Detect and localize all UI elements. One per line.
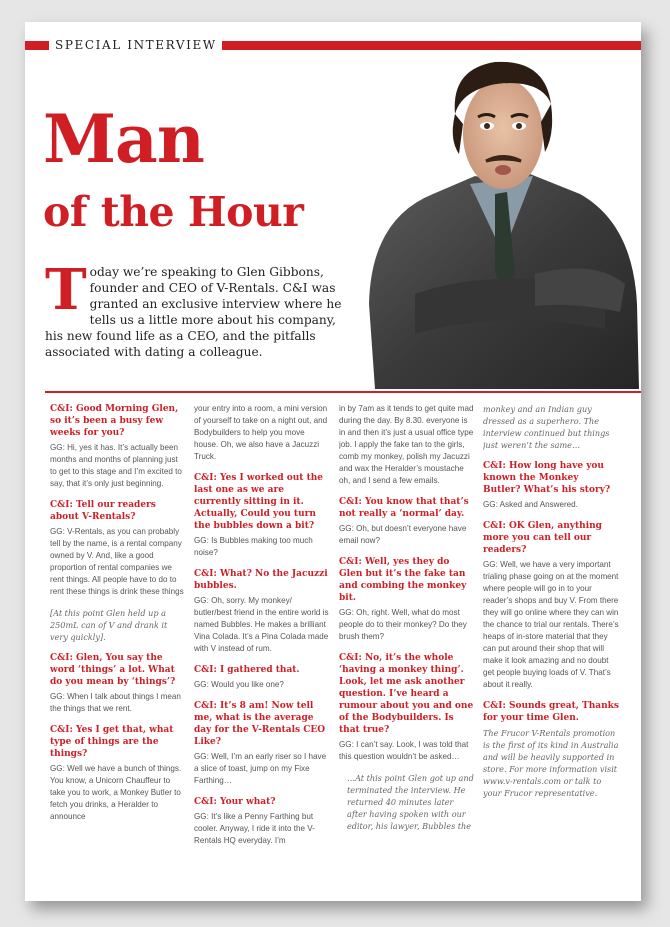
editorial-note: The Frucor V-Rentals promotion is the first of its kind in Australia and will be heavily supported in store. For more information visit www.v-rentals.com or talk to your Frucor representative. xyxy=(483,728,619,798)
interview-answer: GG: Is Bubbles making too much noise? xyxy=(194,536,313,557)
interview-question: C&I: What? No the Jacuzzi bubbles. xyxy=(194,569,328,591)
interview-answer: GG: Well we have a bunch of things. You know, a Unicorn Chauffeur to take you to work, a Monkey Butler to fetch you drinks, a Heralder to announce xyxy=(50,764,182,821)
interview-answer: GG: V-Rentals, as you can probably tell by the name, is a rental company owned by V. And, like a good proportion of rental companies we rent things. All people have to do to rent these things is drink these things xyxy=(50,527,184,596)
interview-question: C&I: I gathered that. xyxy=(194,665,300,675)
interview-answer: GG: Hi, yes it has. It’s actually been months and months of planning just to get to this stage and I’m excited to say, that it’s only just beginning. xyxy=(50,443,182,488)
article-column-4 xyxy=(483,403,619,901)
interview-question: C&I: Yes I worked out the last one as we are currently sitting in it. Actually, Could you turn the bubbles down a bit? xyxy=(194,473,324,531)
editorial-note: [At this point Glen held up a 250mL can of V and drank it very quickly]. xyxy=(50,608,168,642)
interview-question: C&I: OK Glen, anything more you can tell our readers? xyxy=(483,521,602,555)
editorial-note: …At this point Glen got up and terminated the interview. He returned 40 minutes later after having spoken with our editor, his lawyer, Bubbles the xyxy=(347,773,474,831)
magazine-page xyxy=(25,22,641,901)
interview-answer: GG: Well, we have a very important trialing phase going on at the moment where people will go in to your reader’s shops and buy V. From there they will go online where they can win the chance to trial our rentals. There’s heaps of in-store material that they can put around their shop that will make it look amazing and no doubt get people buying loads of V. That’s about it really. xyxy=(483,560,619,689)
interview-answer: your entry into a room, a mini version of yourself to take on a night out, and Bodybuilders to help you move house. Oh, we also have a Jacuzzi Truck. xyxy=(194,404,328,461)
article-column-2 xyxy=(194,403,330,901)
article-column-1 xyxy=(50,403,186,901)
interview-question: C&I: You know that that’s not really a ‘normal’ day. xyxy=(339,497,469,519)
article-column-3 xyxy=(339,403,475,901)
interview-answer: GG: Oh, right. Well, what do most people do to their monkey? Do they brush them? xyxy=(339,608,467,641)
interview-question: C&I: No, it’s the whole ‘having a monkey thing’. Look, let me ask another question. I’ve heard a rumour about you and one of the Bodybuilders. Is that true? xyxy=(339,653,474,735)
interview-answer: in by 7am as it tends to get quite mad during the day. By 8.30. everyone is in and then it’s just a usual office type job. I apply the fake tan to the girls, comb my monkey, polish my Jacuzzi and wax the Heralder’s moustache oh, and I send a few emails. xyxy=(339,404,474,485)
header-bar-left xyxy=(25,41,49,50)
interviewee-photo xyxy=(355,44,641,389)
interview-answer: GG: When I talk about things I mean the things that we rent. xyxy=(50,692,181,713)
headline-line-2: of the Hour xyxy=(43,188,304,236)
interview-question: C&I: Your what? xyxy=(194,797,276,807)
interview-question: C&I: Good Morning Glen, so it’s been a busy few weeks for you? xyxy=(50,404,179,438)
interview-answer: GG: Oh, sorry. My monkey/ butler/best friend in the entire world is named Bubbles. He makes a brilliant Vina Colada. It’s a Pina Colada made with V instead of rum. xyxy=(194,596,329,653)
intro-paragraph xyxy=(45,257,355,360)
interview-question: C&I: Tell our readers about V-Rentals? xyxy=(50,500,156,522)
interview-question: C&I: It’s 8 am! Now tell me, what is the average day for the V-Rentals CEO Like? xyxy=(194,701,326,747)
interview-answer: GG: Asked and Answered. xyxy=(483,500,578,509)
interview-question: C&I: Well, yes they do Glen but it’s the fake tan and combing the monkey bit. xyxy=(339,557,467,603)
section-kicker: SPECIAL INTERVIEW xyxy=(55,38,217,52)
interview-answer: GG: Well, I’m an early riser so I have a slice of toast, jump on my Fixe Farthing… xyxy=(194,752,327,785)
interview-question: C&I: Yes I get that, what type of things are the things? xyxy=(50,725,174,759)
interview-answer: GG: Oh, but doesn’t everyone have email now? xyxy=(339,524,467,545)
section-divider xyxy=(45,391,641,393)
drop-cap: T xyxy=(45,257,87,323)
interview-question: C&I: How long have you known the Monkey Butler? What’s his story? xyxy=(483,461,611,495)
headline-line-1: Man xyxy=(43,100,204,178)
intro-text: oday we’re speaking to Glen Gibbons, founder and CEO of V-Rentals. C&I was granted an exclusive interview where he tells us a little more about his company, his new found life as a CEO, and the pitfalls associated with dating a colleague. xyxy=(45,265,342,359)
interview-question: C&I: Sounds great, Thanks for your time Glen. xyxy=(483,701,619,723)
editorial-note: monkey and an Indian guy dressed as a superhero. The interview continued but things just weren’t the same… xyxy=(483,404,610,450)
interview-answer: GG: I can’t say. Look, I was told that this question wouldn’t be asked… xyxy=(339,740,469,761)
interview-answer: GG: Would you like one? xyxy=(194,680,284,689)
interview-question: C&I: Glen, You say the word ‘things’ a lot. What do you mean by ‘things’? xyxy=(50,653,176,687)
interview-answer: GG: It’s like a Penny Farthing but cooler. Anyway, I ride it into the V-Rentals HQ everyday. I’m xyxy=(194,812,315,845)
